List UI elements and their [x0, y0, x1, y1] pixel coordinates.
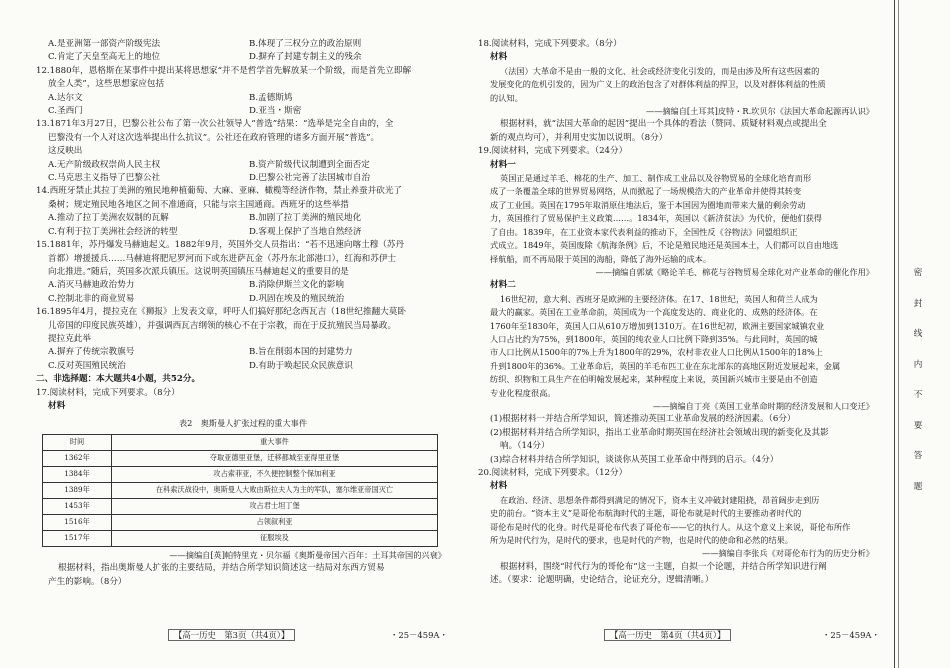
source-citation: ——摘编自[土耳其]皮特・R.坎贝尔《法国大革命起源再认识》 [645, 106, 874, 117]
q11-options-row-2 [36, 51, 450, 64]
option: B.加剧了拉丁美洲的殖民地化 [249, 213, 362, 224]
table-cell-year: 1517年 [43, 530, 112, 546]
q18-material: （法国）大革命不是由一般的文化、社会或经济变化引发的，而是由涉及所有这些因素的 [500, 65, 820, 76]
option: D.有助于唤起民众民族意识 [249, 360, 353, 371]
option: B.体现了三权分立的政治原则 [249, 39, 362, 49]
table-header-cell: 重大事件 [112, 434, 438, 450]
q14-options-row-2 [36, 226, 450, 239]
option: D.客观上保护了当地自然经济 [249, 226, 362, 237]
material-label: 材料 [48, 400, 66, 411]
q15-stem: 向北推进。”随后，英国多次派兵镇压。这说明英国镇压马赫迪起义的重要目的是 [48, 266, 349, 277]
option: A.达尔文 [48, 92, 83, 103]
source-citation: ——摘编自郭斌《略论羊毛、棉花与谷物贸易全球化对产业革命的催化作用》 [595, 266, 874, 277]
option: D.亚当・斯密 [249, 106, 302, 117]
table-header-cell: 时间 [43, 434, 112, 450]
q19-material-1: 了自由。1839年，在工业资本家代表利益的推动下，全国性反《谷物法》同盟组织正 [490, 226, 798, 237]
table-cell-year: 1389年 [43, 482, 112, 498]
q19-task: 响。（14分） [500, 441, 550, 452]
option: D.摒弃了封建专制主义的残余 [249, 52, 362, 63]
option: D.巴黎公社完善了法国城市自治 [249, 173, 371, 184]
option: B.消除伊斯兰文化的影响 [249, 280, 344, 291]
page-4 [478, 38, 878, 588]
q19-material-2: 1760年至1830年，英国人口从610万增加到1310万。在16世纪初，欧洲主要国家城镇农业 [490, 320, 825, 331]
table-cell-event: 征服埃及 [112, 530, 438, 546]
option: A.摒弃了传统宗教旗号 [48, 347, 135, 358]
page-footer-left [604, 629, 731, 641]
q16-stem: 16.1895年4月，提拉克在《狮报》上发表文章，呼吁人们搞好那纪念西瓦吉（18世纪推翻大莫卧 [36, 307, 406, 318]
q11-options-row-1 [36, 38, 450, 51]
q19-material-2: 16世纪初，意大利、西班牙是欧洲的主要经济体。在17、18世纪，英国人和荷兰人成为 [500, 293, 818, 304]
footer-page-label: 【高一历史 第4页（共4页）】 [604, 629, 731, 641]
table-row [43, 482, 438, 498]
option: A.推动了拉丁美洲农奴制的瓦解 [48, 213, 169, 224]
source-citation: ——摘编自丁亮《英国工业革命时期的经济发展和人口变迁》 [652, 400, 874, 411]
q18-task: 根据材料，就“法国大革命的起因”提出一个具体的看法（赞同、质疑材料观点或提出全 [500, 119, 827, 130]
option: C.有利于拉丁美洲社会经济的转型 [48, 226, 178, 237]
table-cell-year: 1453年 [43, 498, 112, 514]
table-cell-year: 1516年 [43, 514, 112, 530]
table-cell-event: 在科索沃战役中，奥斯曼人大败由斯拉夫人为主的军队，塞尔维亚帝国灭亡 [112, 482, 438, 498]
q19-heading: 19.阅读材料，完成下列要求。（24分） [478, 146, 628, 157]
seal-char: 内 [913, 359, 923, 370]
source-citation: ——摘编自[英]帕特里克・贝尔福《奥斯曼帝国六百年：土耳其帝国的兴衰》 [169, 549, 446, 560]
q20-task: 根据材料，围绕“时代行为的哥伦布”这一主题，自拟一个论题，并结合所学知识进行阐 [500, 561, 827, 572]
q13-options-row-1 [36, 159, 450, 172]
q15-options-row-1 [36, 279, 450, 292]
q19-material-2: 最大的赢家。英国在工业革命前，英国成为一个高度发达的、商业化的、成熟的经济体。在 [490, 307, 818, 318]
seal-char: 要 [913, 420, 923, 431]
option: A.消灭马赫迪政治势力 [48, 280, 135, 291]
q13-stem: 巴黎没有一个人对这次选举提出什么抗议”。公社还在政府管理的诸多方面开展“普选”。 [48, 132, 380, 143]
table-cell-event: 攻占君士坦丁堡 [112, 498, 438, 514]
q19-material-1: 成了工业国。英国在1795年取消原住地法后，鉴于本国因为圈地而带来大量的剩余劳动 [490, 199, 806, 210]
footer-code: ・25－459A・ [822, 630, 880, 640]
q19-task: (3)综合材料并结合所学知识，谈谈你从英国工业革命中得到的启示。（4分） [490, 454, 779, 465]
q14-stem: 桑树；规定殖民地各地区之间不准通商，只能与宗主国通商。西班牙的这些举措 [48, 199, 349, 210]
page-3 [36, 38, 450, 589]
q13-options-row-2 [36, 172, 450, 185]
table-header-row [43, 434, 438, 450]
q16-stem: 儿帝国的印度民族英雄），并强调西瓦吉纲领的核心不在于宗教，而在于反抗殖民当局暴政。 [48, 320, 397, 331]
q19-material-1: 成了一条覆盖全球的世界贸易网络，从而掀起了一场规模浩大的产业革命并使得其转变 [490, 186, 802, 197]
option: C.反对英国殖民统治 [48, 360, 126, 371]
seal-line [894, 0, 895, 668]
q19-material-2: 专业化程度很高。 [490, 387, 556, 398]
table-cell-event: 夺取亚德里亚堡，迁移都城至亚得里亚堡 [112, 450, 438, 466]
q17-task: 根据材料，指出奥斯曼人扩张的主要结局，并结合所学知识简述这一结局对东西方贸易 [58, 563, 385, 574]
seal-char: 线 [913, 329, 923, 339]
section-heading: 二、非选择题：本大题共4小题，共52分。 [36, 374, 201, 385]
q19-material-1: 英国正是通过羊毛、棉花的生产、加工、制作成工业品以及谷物贸易的全球化培育而形 [500, 173, 812, 184]
table-cell-event: 占领叙利亚 [112, 514, 438, 530]
q13-stem: 这反映出 [48, 146, 83, 157]
seal-char: 封 [913, 298, 923, 309]
q18-task: 新的观点均可），并利用史实加以说明。（8分） [490, 132, 668, 143]
q20-material: 哥伦布是时代的化身。时代是哥伦布代表了哥伦布——它的执行人。从这个意义上来说，哥伦布所作 [490, 521, 851, 532]
option: C.肯定了天皇至高无上的地位 [48, 52, 161, 63]
seal-char: 不 [913, 390, 923, 400]
material-label: 材料一 [490, 159, 516, 170]
q14-stem: 14.西班牙禁止其拉丁美洲的殖民地种植葡萄、大麻、亚麻、橄榄等经济作物，禁止养蚕并砍光了 [36, 186, 403, 197]
q19-task: (1)根据材料一并结合所学知识，简述推动英国工业革命发展的经济因素。（6分） [490, 414, 796, 425]
page-footer-code [822, 629, 880, 641]
option: B.孟德斯鸠 [249, 92, 293, 103]
q16-stem: 提拉克此举 [48, 333, 91, 344]
q20-material: 史的前台。“资本主义”是哥伦布航海时代的主题，哥伦布就是时代的主要推动者时代的 [490, 508, 802, 519]
q19-material-1: 择航船，而不再局限于英国的海船，降低了海外运输的成本。 [490, 253, 712, 264]
q19-material-2: 市人口比例从1500年的7%上升为1800年的29%，农村非农业人口比例从1500年的18%上 [490, 347, 823, 358]
option: B.资产阶级代议制遭到全面否定 [249, 159, 370, 170]
q17-task: 产生的影响。（8分） [48, 576, 127, 587]
option: A.无产阶级政权崇尚人民主权 [48, 159, 161, 170]
footer-page-label: 【高一历史 第3页（共4页）】 [168, 629, 295, 641]
q20-task: 述。（要求：论题明确，史论结合，论证充分，逻辑清晰。） [490, 575, 714, 586]
q19-material-2: 纺织、织物和工具生产在伯明翰发展起来，某种程度上来说，英国新兴城市主要是由不创造 [490, 374, 818, 385]
q19-material-2: 升到1800年的36%。工业革命后，英国的羊毛布匹工业在东北部东的高地区附近发展起来，金属 [490, 360, 841, 371]
seal-warning [912, 258, 924, 502]
q17-heading: 17.阅读材料，完成下列要求。（8分） [36, 387, 180, 398]
q14-options-row-1 [36, 212, 450, 225]
q16-options-row-1 [36, 346, 450, 359]
seal-char: 密 [913, 268, 923, 278]
q12-stem: 放全人类”，这些思想家应包括 [48, 79, 165, 90]
material-label: 材料二 [490, 280, 516, 291]
footer-code: ・25－459A・ [390, 630, 448, 640]
table-cell-event: 攻占索菲亚，不久便控制整个保加利亚 [112, 466, 438, 482]
q19-material-2: 人口占比约为75%，到1800年，英国的纯农业人口比例下降到35%。与此同时，英国的城 [490, 333, 818, 344]
table-caption: 表2 奥斯曼人扩张过程的重大事件 [178, 418, 308, 429]
seal-line [898, 0, 899, 668]
page-footer-code [390, 629, 448, 641]
q18-material: 发展变化的危机引发的，因为广义上的政治包含了对群体利益的捍卫，以及对群体利益的性质 [490, 79, 826, 90]
q15-stem: 15.1881年，苏丹爆发马赫迪起义。1882年9月，英国外交人员指出：“若不迅速向喀土穆（苏丹 [36, 240, 405, 251]
q12-options-row-1 [36, 92, 450, 105]
seal-line-column [884, 0, 950, 668]
table-row [43, 450, 438, 466]
q19-task: (2)根据材料并结合所学知识，指出工业革命时期英国在经济社会领域出现的新变化及其影 [490, 427, 829, 438]
q13-stem: 13.1871年3月27日，巴黎公社公布了第一次公社领导人“普选”结果：“选举是完全自由的，全 [36, 119, 394, 130]
events-table [42, 434, 438, 547]
q19-material-1: 式成立。1849年，英国废除《航海条例》后，不论是殖民地还是英国本土，人们都可以自由地选 [490, 240, 839, 251]
table-row [43, 530, 438, 546]
q15-options-row-2 [36, 293, 450, 306]
table-cell-year: 1362年 [43, 450, 112, 466]
table-row [43, 498, 438, 514]
q15-stem: 首都）增援援兵……马赫迪将肥尼罗河而下或东进萨瓦金（苏丹东北部港口），红海和苏伊士 [48, 253, 397, 264]
option: C.控制北非的商业贸易 [48, 293, 135, 304]
q16-options-row-2 [36, 360, 450, 373]
material-label: 材料 [490, 52, 508, 63]
q20-material: 在政治、经济、思想条件都得到满足的情况下，资本主义冲破封建阻挠，昂首阔步走到历 [500, 494, 820, 505]
seal-char: 题 [913, 481, 923, 492]
table-row [43, 466, 438, 482]
option: C.圣西门 [48, 106, 83, 117]
table-row [43, 514, 438, 530]
q20-heading: 20.阅读材料，完成下列要求。（12分） [478, 468, 628, 478]
q19-material-1: 力，英国推行了贸易保护主义政策……。1834年，英国以《新济贫法》为代价，便他们获得 [490, 213, 822, 224]
q18-heading: 18.阅读材料，完成下列要求。（8分） [478, 39, 622, 49]
q18-material: 的认知。 [490, 92, 523, 103]
table-cell-year: 1384年 [43, 466, 112, 482]
q12-options-row-2 [36, 105, 450, 118]
seal-char: 答 [913, 451, 923, 461]
page-footer-left [168, 629, 295, 641]
source-citation: ——摘编自李张兵《对哥伦布行为的历史分析》 [702, 548, 874, 559]
material-label: 材料 [490, 481, 508, 492]
q20-material: 所为是时代行为，是时代的要求，也是时代的产物，也是时代的使命和必然的结果。 [490, 535, 793, 546]
option: A.是亚洲第一部资产阶级宪法 [48, 39, 161, 49]
q12-stem: 12.1880年，恩格斯在某事件中提出某将思想家“并不是哲学首先解放某一个阶级，而是首先立即解 [36, 65, 412, 76]
option: B.旨在削弱本国的封建势力 [249, 347, 353, 358]
option: C.马克思主义指导了巴黎公社 [48, 173, 161, 184]
option: D.巩固在埃及的殖民统治 [249, 293, 345, 304]
